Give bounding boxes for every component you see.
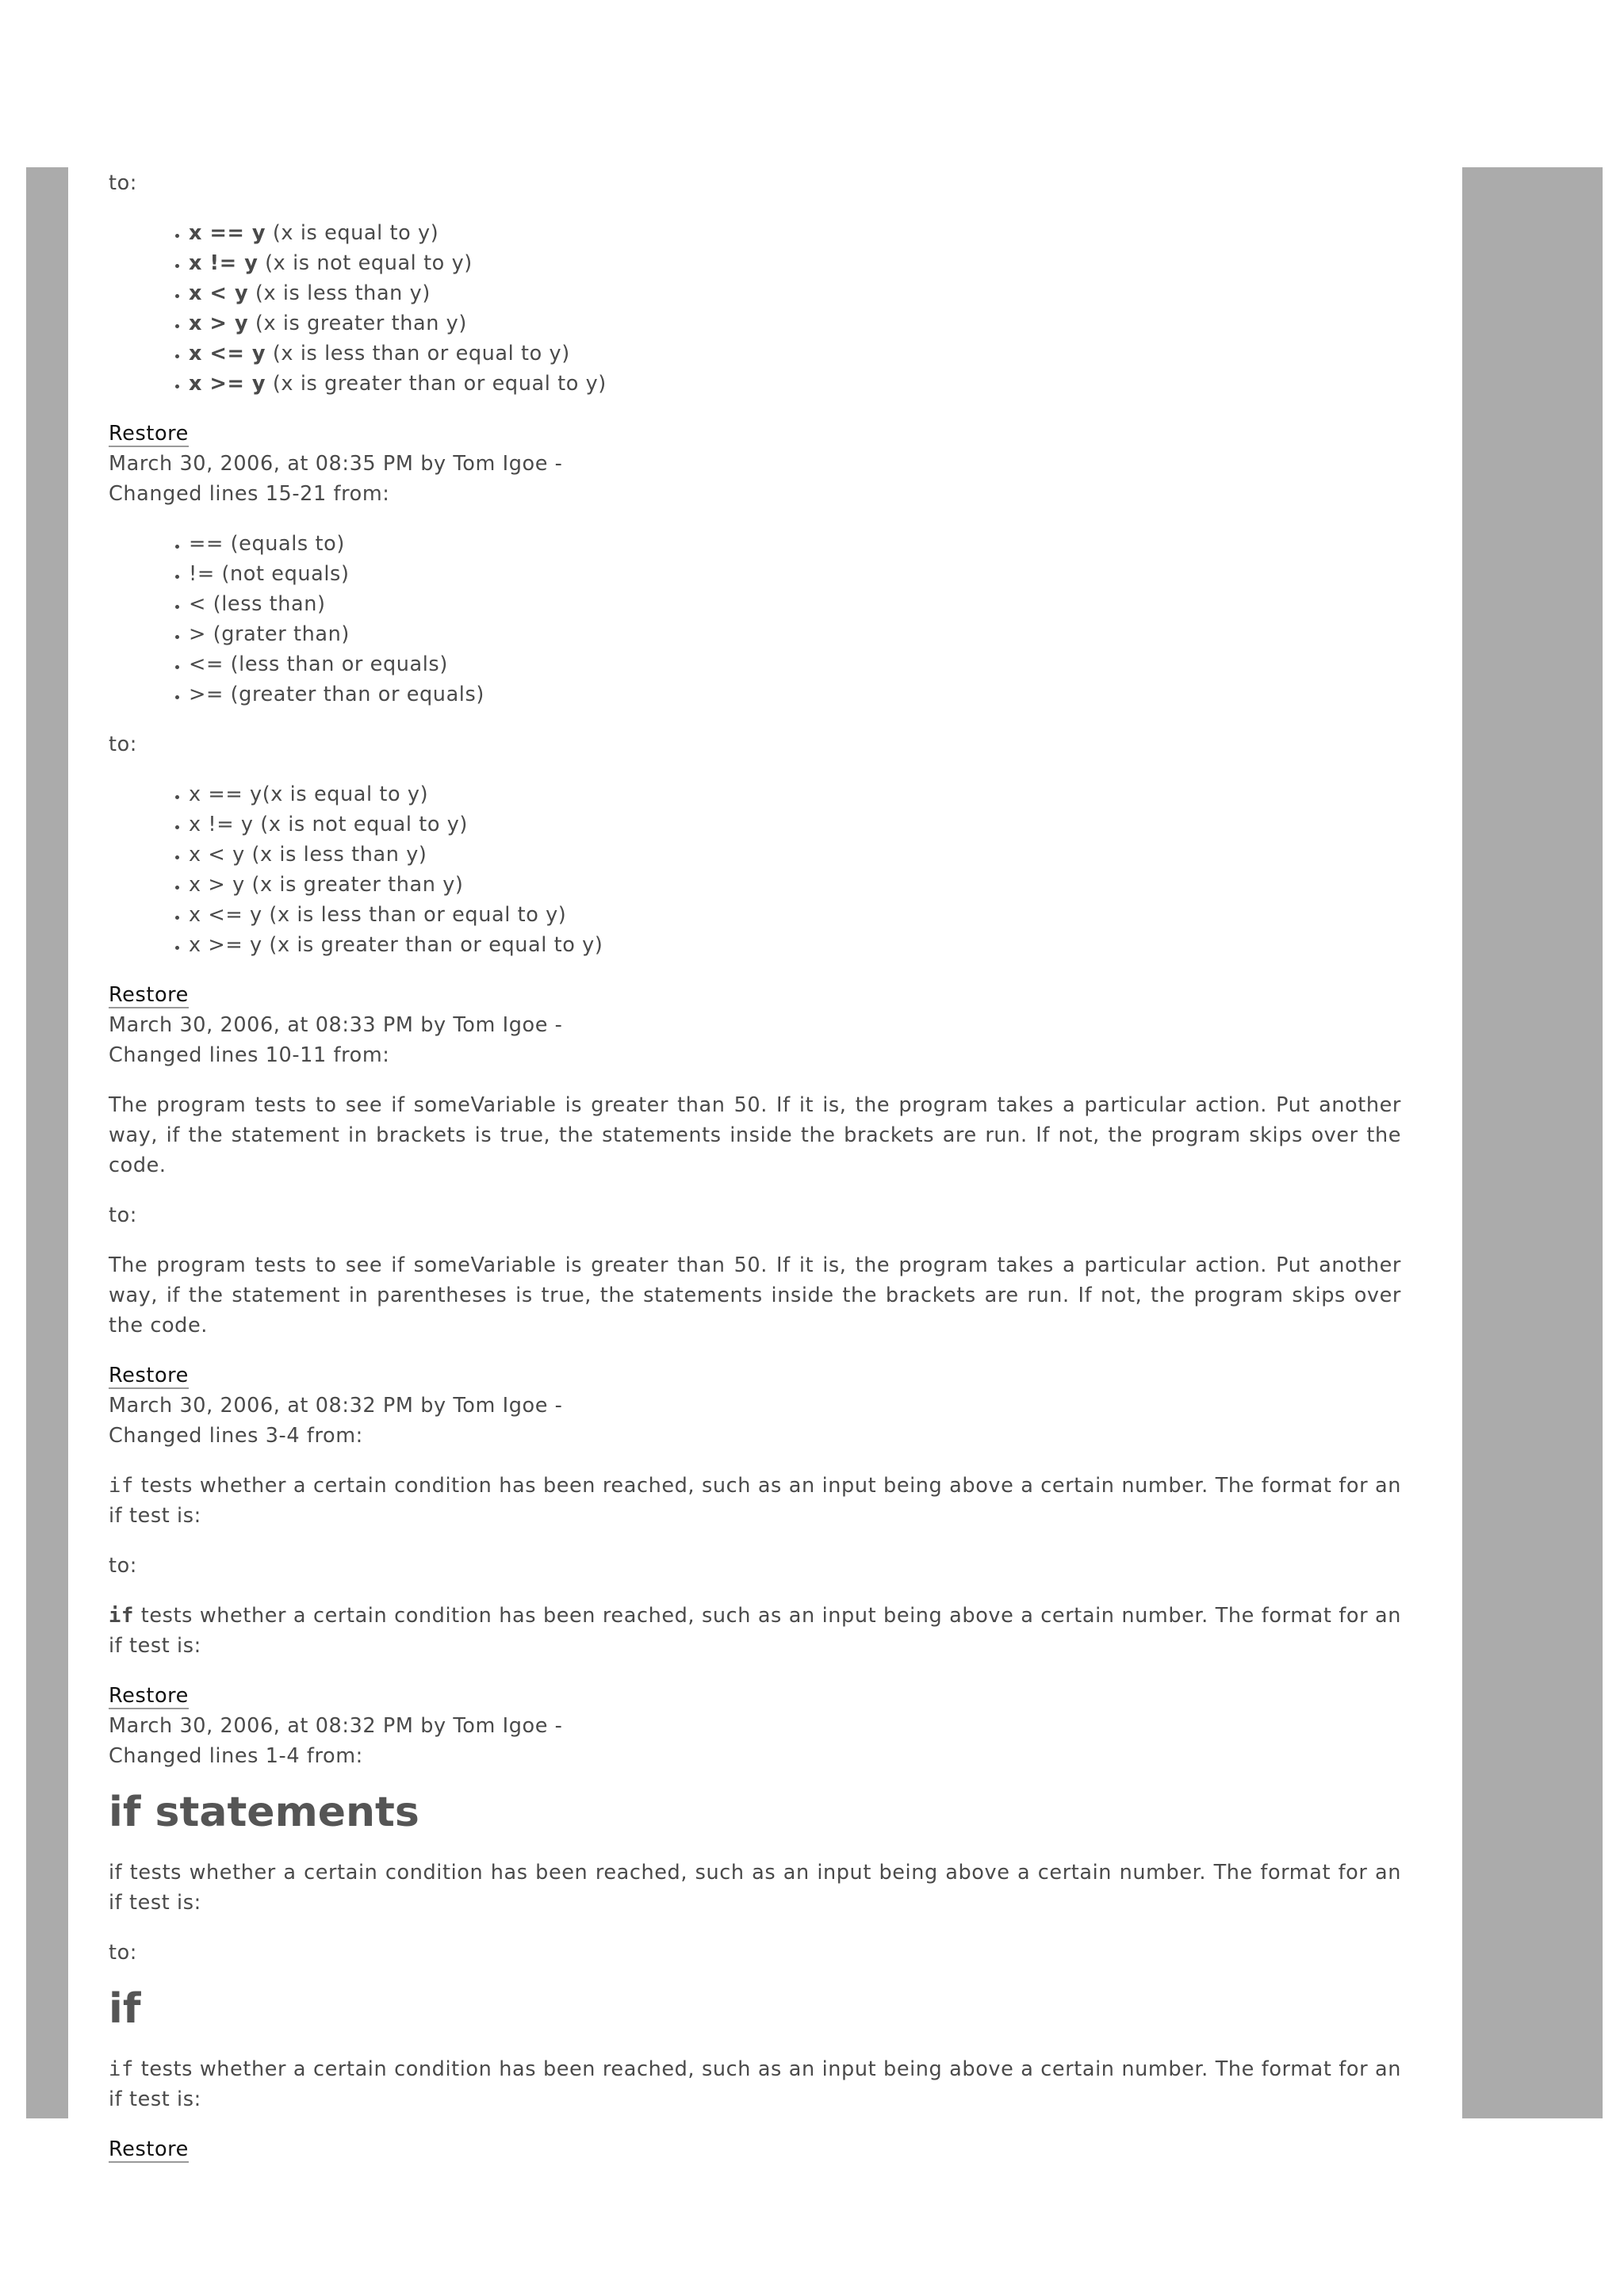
from-paragraph [109,1471,1401,1531]
list-item: • x != y (x is not equal to y) [189,809,1401,840]
revision-meta: March 30, 2006, at 08:35 PM by Tom Igoe - [109,452,563,476]
revision-entry [109,419,1401,960]
operator-description: (x is greater than y) [248,312,467,335]
list-item: • >= (greater than or equals) [189,679,1401,710]
operator-description: (x is less than y) [248,281,431,305]
to-label: to: [109,1554,137,1578]
paragraph-text: tests whether a certain condition has been reached, such as an input being above a certain number. The format for an if test is: [109,1474,1401,1528]
revision-entry [109,980,1401,1341]
operator-code: x <= y [189,342,266,365]
to-label: to: [109,733,137,756]
list-item: • == (equals to) [189,529,1401,559]
restore-link[interactable]: Restore [109,1364,189,1387]
to-operator-list [109,218,1401,399]
to-list [109,779,1401,960]
list-item [189,218,1401,248]
restore-link[interactable]: Restore [109,983,189,1007]
operator-description: (x is equal to y) [266,221,439,245]
revision-entry [109,1360,1401,1661]
to-label: to: [109,1941,137,1965]
to-label: to: [109,171,137,195]
revision-meta: March 30, 2006, at 08:32 PM by Tom Igoe - [109,1394,563,1418]
code-keyword: if [109,2057,134,2081]
operator-code: x == y [189,221,266,245]
list-item: • < (less than) [189,589,1401,619]
operator-code: x >= y [189,372,266,396]
to-paragraph [109,2054,1401,2114]
operator-description: (x is not equal to y) [258,251,473,275]
list-item: • x <= y (x is less than or equal to y) [189,900,1401,930]
restore-link[interactable]: Restore [109,422,189,446]
from-paragraph: if tests whether a certain condition has been reached, such as an input being above a certain number. The format for an if test is: [109,1861,1401,1915]
restore-link[interactable]: Restore [109,1684,189,1708]
restore-link[interactable]: Restore [109,2137,189,2161]
list-item: • x >= y (x is greater than or equal to y) [189,930,1401,960]
from-heading: if statements [109,1789,419,1836]
from-paragraph: The program tests to see if someVariable is greater than 50. If it is, the program takes a particular action. Put another way, if the statement in brackets is true, the statements inside the brackets are run. If not, the program skips over the code. [109,1093,1401,1177]
list-item: • <= (less than or equals) [189,649,1401,679]
code-keyword: if [109,1474,134,1498]
to-label: to: [109,1203,137,1227]
changed-lines: Changed lines 15-21 from: [109,482,390,506]
right-sidebar-bar [1462,167,1603,2118]
list-item: • != (not equals) [189,559,1401,589]
operator-description: (x is greater than or equal to y) [266,372,607,396]
page-history-content [109,168,1401,2164]
to-heading: if [109,1985,141,2033]
operator-code: x != y [189,251,259,275]
list-item: • x < y (x is less than y) [189,840,1401,870]
list-item [189,278,1401,308]
operator-code: x < y [189,281,249,305]
operator-description: (x is less than or equal to y) [266,342,570,365]
revision-meta: March 30, 2006, at 08:32 PM by Tom Igoe - [109,1714,563,1738]
list-item: • > (grater than) [189,619,1401,649]
paragraph-text: tests whether a certain condition has been reached, such as an input being above a certain number. The format for an if test is: [109,1604,1401,1658]
operator-code: x > y [189,312,249,335]
list-item [189,248,1401,278]
code-keyword-bold: if [109,1604,134,1628]
list-item [189,339,1401,369]
changed-lines: Changed lines 1-4 from: [109,1744,363,1768]
changed-lines: Changed lines 3-4 from: [109,1424,363,1448]
revision-entry [109,1681,1401,2164]
changed-lines: Changed lines 10-11 from: [109,1043,390,1067]
from-list [109,529,1401,710]
to-paragraph: The program tests to see if someVariable is greater than 50. If it is, the program takes a particular action. Put another way, if the statement in parentheses is true, the statements inside the brackets are run. If not, the program skips over the code. [109,1253,1401,1337]
paragraph-text: tests whether a certain condition has been reached, such as an input being above a certain number. The format for an if test is: [109,2057,1401,2111]
list-item: • x == y(x is equal to y) [189,779,1401,809]
to-paragraph [109,1601,1401,1661]
list-item [189,369,1401,399]
list-item: • x > y (x is greater than y) [189,870,1401,900]
revision-meta: March 30, 2006, at 08:33 PM by Tom Igoe - [109,1013,563,1037]
left-sidebar-bar [26,167,68,2118]
list-item [189,308,1401,339]
